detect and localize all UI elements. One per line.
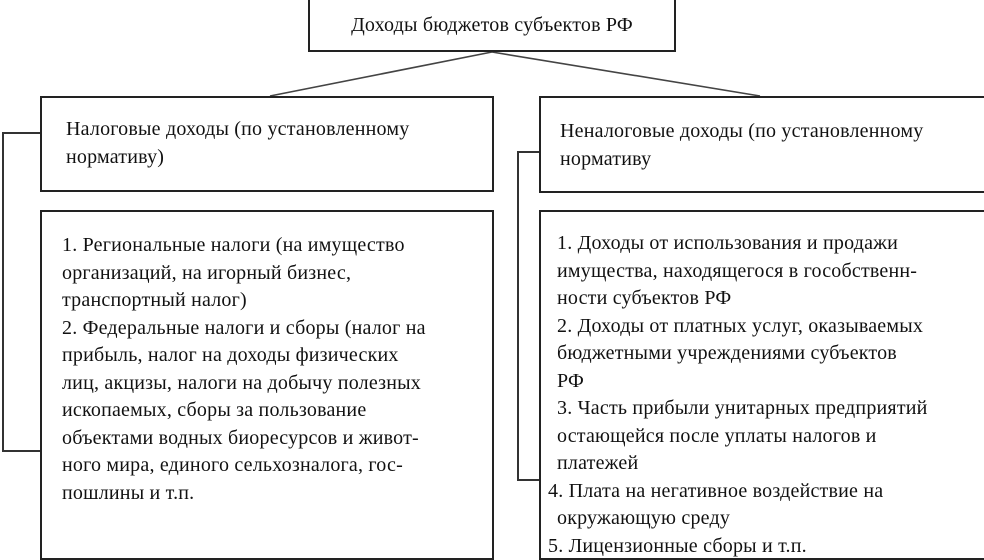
right-detail-line: остающейся после уплаты налогов и [557,424,877,447]
right-header-line: Неналоговые доходы (по установленному [560,120,924,142]
right-detail-line: 4. Плата на негативное воздействие на [548,479,884,502]
right-detail-line: 5. Лицензионные сборы и т.п. [548,534,807,557]
right-detail-line: ности субъектов РФ [557,287,732,309]
right-detail-line: окружающую среду [557,507,731,529]
right-detail-line: платежей [557,452,639,474]
left-detail-line: объектами водных биоресурсов и живот- [62,426,419,449]
left-header-line: Налоговые доходы (по установленному [66,118,410,140]
left-detail-line: прибыль, налог на доходы физических [62,344,399,366]
left-detail-line: 1. Региональные налоги (на имущество [62,234,405,256]
left-header-line: нормативу) [66,145,165,168]
connector-left-bracket [3,133,40,451]
left-detail-line: 2. Федеральные налоги и сборы (налог на [62,316,426,339]
connector-root-to-right [492,52,760,96]
root-box [308,0,676,52]
left-detail-line: организаций, на игорный бизнес, [62,261,352,284]
root-title: Доходы бюджетов субъектов РФ [351,14,633,36]
right-detail-line: РФ [557,369,584,392]
left-header-box [40,96,494,192]
connector-root-to-left [270,52,492,96]
right-detail-line: 2. Доходы от платных услуг, оказываемых [557,314,924,337]
right-detail-line: имущества, находящегося в гособственн- [557,259,918,282]
right-detail-line: бюджетными учреждениями субъектов [557,342,897,364]
left-detail-line: транспортный налог) [62,289,247,311]
left-detail-line: ископаемых, сборы за пользование [62,399,367,421]
right-header-line: нормативу [560,147,652,170]
right-detail-line: 1. Доходы от использования и продажи [557,232,899,254]
right-detail-box [539,210,984,560]
left-detail-line: ного мира, единого сельхозналога, гос- [62,454,403,476]
left-detail-line: лиц, акцизы, налоги на добычу полезных [62,371,421,394]
left-detail-box [40,210,494,560]
right-detail-line: 3. Часть прибыли унитарных предприятий [557,397,928,419]
right-header-box [539,96,984,193]
left-detail-line: пошлины и т.п. [62,481,195,504]
